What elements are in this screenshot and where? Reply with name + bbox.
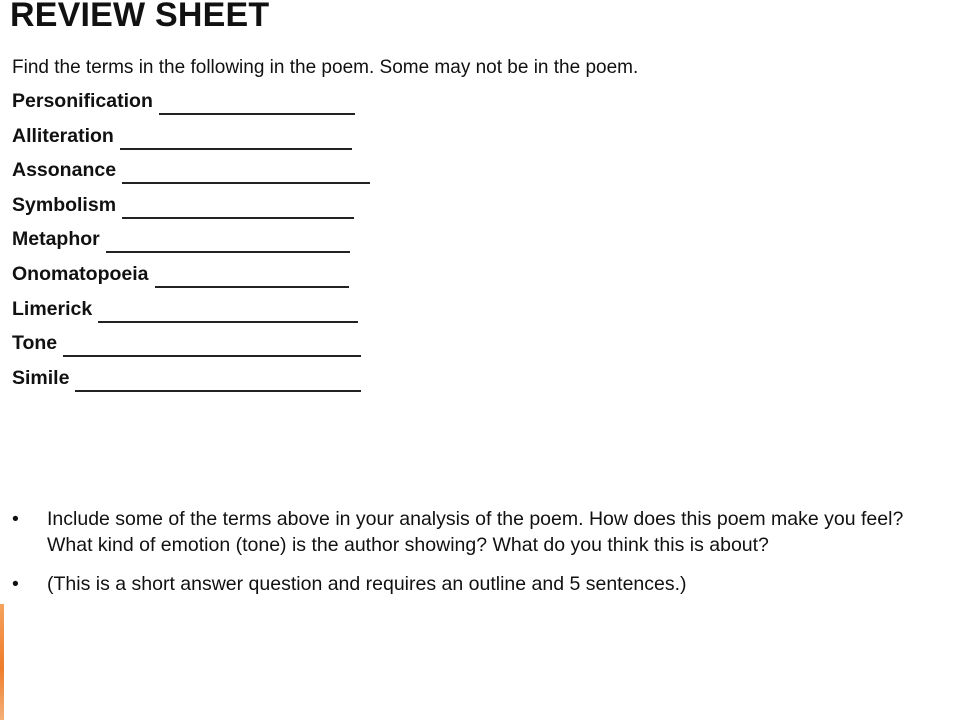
page-title: REVIEW SHEET xyxy=(10,0,270,34)
term-label: Personification xyxy=(12,90,153,112)
terms-list xyxy=(12,90,370,401)
term-row-simile xyxy=(12,367,370,402)
term-label: Alliteration xyxy=(12,124,114,147)
question-bullets xyxy=(12,506,942,610)
term-row-symbolism xyxy=(12,194,370,229)
term-row-assonance xyxy=(12,159,370,194)
term-label: Tone xyxy=(12,332,58,355)
bullet-item-requirements xyxy=(12,571,942,597)
answer-blank xyxy=(75,367,361,392)
bullet-marker: • xyxy=(12,508,19,530)
term-row-limerick xyxy=(12,298,370,333)
term-row-alliteration xyxy=(12,125,370,160)
term-label: Assonance xyxy=(12,159,117,182)
term-row-metaphor xyxy=(12,228,370,263)
term-label: Symbolism xyxy=(12,193,117,216)
answer-blank xyxy=(122,194,354,219)
answer-blank xyxy=(159,90,355,115)
term-label: Onomatopoeia xyxy=(12,262,149,285)
bullet-text: (This is a short answer question and requires an outline and 5 sentences.) xyxy=(47,573,687,595)
left-accent-bar xyxy=(0,604,4,720)
answer-blank xyxy=(63,332,361,357)
term-row-personification xyxy=(12,90,370,125)
term-label: Limerick xyxy=(12,297,93,320)
bullet-text: Include some of the terms above in your analysis of the poem. How does this poem make you feel? What kind of emotion (tone) is the author showing? What do you think this is about? xyxy=(47,508,904,556)
answer-blank xyxy=(155,263,349,288)
answer-blank xyxy=(98,298,358,323)
term-row-tone xyxy=(12,332,370,367)
answer-blank xyxy=(120,125,352,150)
instructions-text: Find the terms in the following in the poem. Some may not be in the poem. xyxy=(12,57,639,78)
term-label: Simile xyxy=(12,366,70,389)
answer-blank xyxy=(106,228,350,253)
bullet-marker: • xyxy=(12,573,19,595)
bullet-item-analysis xyxy=(12,506,942,558)
answer-blank xyxy=(122,159,370,184)
term-label: Metaphor xyxy=(12,228,100,251)
term-row-onomatopoeia xyxy=(12,263,370,298)
